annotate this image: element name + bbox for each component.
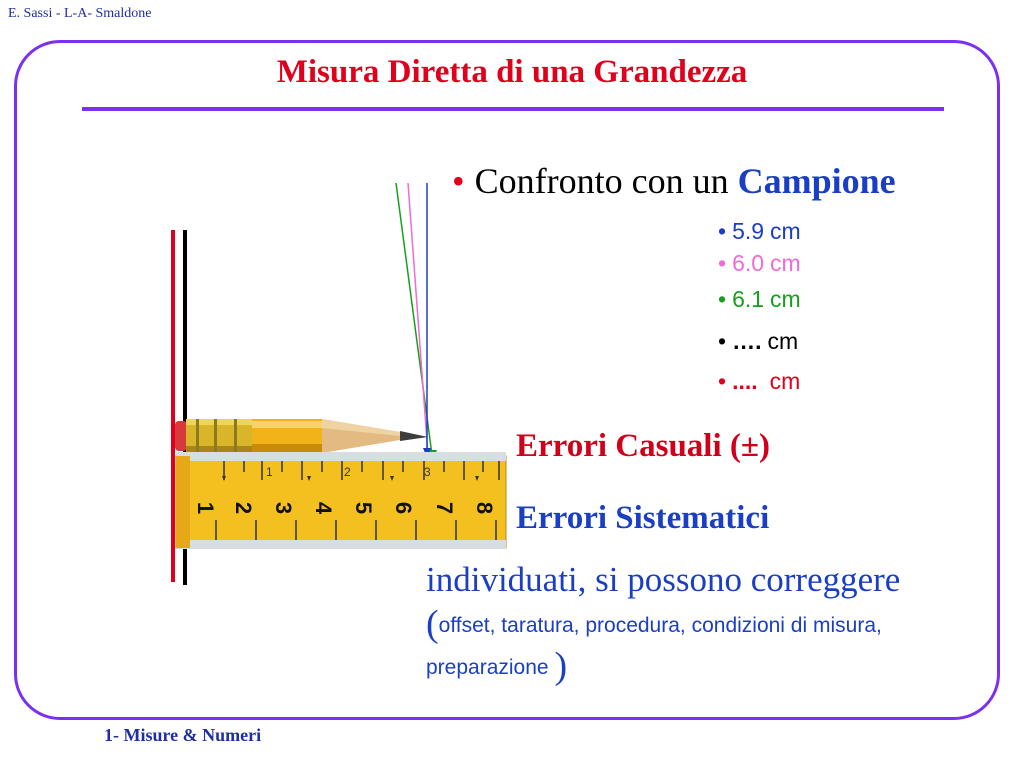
ruler-number: 7 — [432, 501, 457, 515]
bullet-dot: • — [452, 161, 465, 201]
reading-bullet: • — [718, 368, 727, 394]
systematic-errors-heading: Errori Sistematici — [516, 500, 770, 536]
reading-value: .... — [732, 368, 758, 394]
author-label: E. Sassi - L-A- Smaldone — [8, 6, 152, 21]
footer-label: 1- Misure & Numeri — [104, 725, 262, 745]
reading-item — [718, 250, 801, 277]
correction-line: individuati, si possono correggere — [426, 560, 901, 599]
ruler-number: 2 — [231, 501, 256, 515]
slide-title: Misura Diretta di una Grandezza — [276, 54, 748, 90]
bullet-highlight: Campione — [737, 161, 896, 201]
reading-value: 5.9 — [732, 218, 765, 244]
open-paren: ( — [426, 603, 439, 645]
pink-sight-line — [408, 183, 428, 455]
reading-value: 6.1 — [732, 286, 765, 312]
reading-unit: cm — [770, 250, 801, 276]
reading-item — [718, 368, 800, 395]
ruler-top-number: 2 — [344, 465, 351, 479]
reading-unit: cm — [770, 218, 801, 244]
reading-item — [718, 218, 801, 245]
ruler-number: 3 — [271, 501, 296, 515]
reading-unit: cm — [770, 286, 801, 312]
pencil — [175, 419, 428, 453]
main-bullet — [452, 160, 896, 202]
reading-value: 6.0 — [732, 250, 765, 276]
correction-detail-text: offset, taratura, procedura, condizioni di misura, preparazione — [426, 614, 882, 679]
close-paren: ) — [554, 645, 568, 687]
reading-bullet: • — [718, 218, 727, 244]
correction-detail — [426, 604, 1006, 688]
reading-unit: cm — [769, 368, 801, 394]
reading-bullet: • — [718, 328, 727, 354]
reading-bullet: • — [718, 250, 727, 276]
reading-value: …. — [732, 328, 762, 354]
ruler-number: 1 — [193, 501, 218, 515]
ruler-top-number: 3 — [424, 465, 431, 479]
reading-item — [718, 286, 801, 313]
ruler-number: 5 — [351, 501, 376, 515]
reading-bullet: • — [718, 286, 727, 312]
ruler-number: 4 — [311, 501, 336, 515]
ruler — [176, 452, 506, 549]
bullet-text: Confronto con un — [474, 161, 738, 201]
ruler-top-number: 1 — [266, 465, 273, 479]
reading-item — [718, 328, 798, 355]
ruler-number: 6 — [391, 501, 416, 515]
reading-unit: cm — [767, 328, 799, 354]
ruler-number: 8 — [472, 501, 497, 515]
random-errors-heading: Errori Casuali (±) — [516, 428, 770, 464]
